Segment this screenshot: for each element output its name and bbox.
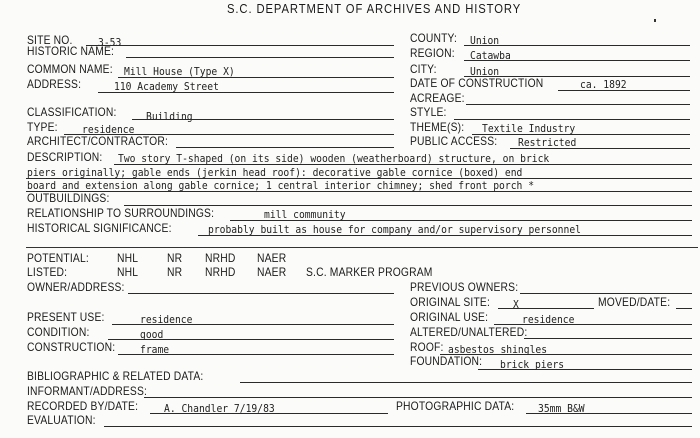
relationship-line xyxy=(230,220,692,221)
acreage-label: ACREAGE: xyxy=(410,91,465,105)
recorded-by-label: RECORDED BY/DATE: xyxy=(27,399,139,413)
potential-nr: NR xyxy=(167,251,183,265)
type-label: TYPE: xyxy=(27,120,58,134)
roof-label: ROOF: xyxy=(410,340,444,354)
acreage-line xyxy=(466,104,690,105)
outbuildings-label: OUTBUILDINGS: xyxy=(27,191,110,205)
previous-owners-label: PREVIOUS OWNERS: xyxy=(410,280,519,294)
listed-nhl: NHL xyxy=(117,265,139,279)
evaluation-line xyxy=(104,426,692,427)
construction-label: CONSTRUCTION: xyxy=(27,340,116,354)
previous-owners-line xyxy=(520,293,692,294)
region-label: REGION: xyxy=(410,46,455,60)
foundation-label: FOUNDATION: xyxy=(410,354,483,368)
common-name-line xyxy=(118,77,394,78)
significance-label: HISTORICAL SIGNIFICANCE: xyxy=(27,221,172,235)
significance-line xyxy=(198,235,692,236)
address-value: 110 Academy Street xyxy=(114,80,219,93)
potential-label: POTENTIAL: xyxy=(27,251,89,265)
site-no-label: SITE NO. xyxy=(27,33,73,47)
photographic-label: PHOTOGRAPHIC DATA: xyxy=(396,399,515,413)
potential-nrhd: NRHD xyxy=(205,251,236,265)
public-access-line xyxy=(510,148,690,149)
informant-label: INFORMANT/ADDRESS: xyxy=(27,384,148,398)
moved-date-line xyxy=(676,308,692,309)
style-label: STYLE: xyxy=(410,105,447,119)
themes-label: THEME(S): xyxy=(410,120,465,134)
bibliographic-line xyxy=(240,382,692,383)
address-line xyxy=(98,92,394,93)
description-line-3: board and extension along gable cornice; 1 central interior chimney; shed front porch * xyxy=(27,179,535,192)
recorded-by-value: A. Chandler 7/19/83 xyxy=(164,402,275,415)
description-label: DESCRIPTION: xyxy=(27,150,103,164)
description-rule-3 xyxy=(26,191,692,192)
themes-line xyxy=(472,134,690,135)
themes-value: Textile Industry xyxy=(482,122,576,135)
construction-date-label: DATE OF CONSTRUCTION xyxy=(410,76,544,90)
significance-value: probably built as house for company and/or supervisory personnel xyxy=(208,223,581,236)
site-no-line xyxy=(86,45,394,46)
moved-date-label: MOVED/DATE: xyxy=(598,295,671,309)
city-value: Union xyxy=(470,65,500,78)
construction-date-line xyxy=(558,90,690,91)
owner-line xyxy=(128,293,394,294)
original-site-value: X xyxy=(513,298,519,311)
public-access-value: Restricted xyxy=(518,136,577,149)
listed-nrhd: NRHD xyxy=(205,265,236,279)
original-use-value: residence xyxy=(522,313,575,326)
present-use-value: residence xyxy=(140,313,193,326)
informant-line xyxy=(144,397,692,398)
potential-naer: NAER xyxy=(257,251,287,265)
foundation-line xyxy=(478,369,692,370)
classification-line xyxy=(132,119,394,120)
photographic-line xyxy=(526,413,692,414)
classification-value: Building xyxy=(146,110,193,123)
architect-line xyxy=(176,147,394,148)
common-name-value: Mill House (Type X) xyxy=(124,65,235,78)
evaluation-label: EVALUATION: xyxy=(27,413,96,427)
present-use-label: PRESENT USE: xyxy=(27,310,105,324)
speck xyxy=(654,19,656,22)
listed-nr: NR xyxy=(167,265,183,279)
public-access-label: PUBLIC ACCESS: xyxy=(410,134,498,148)
address-label: ADDRESS: xyxy=(27,77,82,91)
form-header: S.C. DEPARTMENT OF ARCHIVES AND HISTORY xyxy=(227,2,522,16)
foundation-value: brick piers xyxy=(500,358,565,371)
roof-value: asbestos shingles xyxy=(448,343,548,356)
relationship-value: mill community xyxy=(264,208,346,221)
original-use-label: ORIGINAL USE: xyxy=(410,310,489,324)
marker-program: S.C. MARKER PROGRAM xyxy=(306,265,433,279)
description-line-1: Two story T-shaped (on its side) wooden (weatherboard) structure, on brick xyxy=(118,152,550,165)
listed-naer: NAER xyxy=(257,265,287,279)
style-line xyxy=(454,119,690,120)
classification-label: CLASSIFICATION: xyxy=(27,105,117,119)
construction-date-value: ca. 1892 xyxy=(580,78,627,91)
construction-line xyxy=(118,354,394,355)
county-label: COUNTY: xyxy=(410,31,458,45)
owner-label: OWNER/ADDRESS: xyxy=(27,280,125,294)
type-value: residence xyxy=(82,123,135,136)
listed-label: LISTED: xyxy=(27,265,68,279)
recorded-by-line xyxy=(150,413,388,414)
description-rule-1 xyxy=(114,164,692,165)
potential-nhl: NHL xyxy=(117,251,139,265)
region-value: Catawba xyxy=(470,49,511,62)
historic-name-label: HISTORIC NAME: xyxy=(27,44,115,58)
county-line xyxy=(464,45,690,46)
original-site-label: ORIGINAL SITE: xyxy=(410,295,491,309)
original-site-line xyxy=(498,308,594,309)
altered-line xyxy=(524,338,692,339)
description-line-2: piers originally; gable ends (jerkin head roof): decorative gable cornice (boxed) end xyxy=(27,166,523,179)
historic-name-line xyxy=(126,57,394,58)
condition-line xyxy=(108,339,394,340)
altered-label: ALTERED/UNALTERED: xyxy=(410,325,528,339)
construction-value: frame xyxy=(140,343,170,356)
common-name-label: COMMON NAME: xyxy=(27,62,113,76)
architect-label: ARCHITECT/CONTRACTOR: xyxy=(27,134,169,148)
condition-label: CONDITION: xyxy=(27,325,90,339)
site-no-value: 3-53 xyxy=(98,36,122,49)
bibliographic-label: BIBLIOGRAPHIC & RELATED DATA: xyxy=(27,369,204,383)
county-value: Union xyxy=(470,34,500,47)
region-line xyxy=(464,60,690,61)
present-use-line xyxy=(112,324,394,325)
relationship-label: RELATIONSHIP TO SURROUNDINGS: xyxy=(27,206,215,220)
condition-value: good xyxy=(140,328,164,341)
city-label: CITY: xyxy=(410,62,437,76)
section-separator xyxy=(26,247,698,248)
photographic-value: 35mm B&W xyxy=(538,402,585,415)
